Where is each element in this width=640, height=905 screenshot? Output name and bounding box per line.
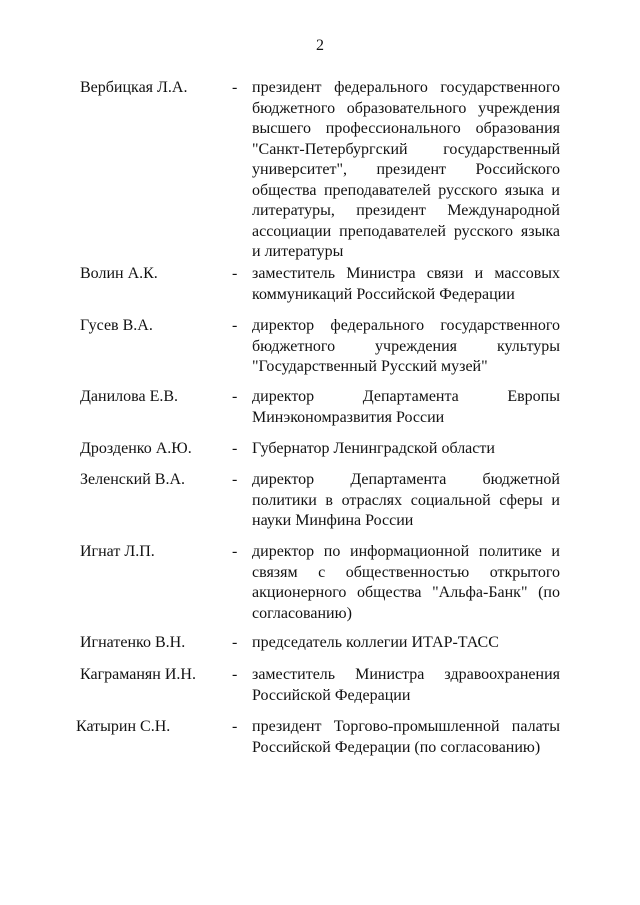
member-position: заместитель Министра связи и массовых коммуникаций Российской Федерации bbox=[252, 265, 560, 303]
member-position: директор федерального государственного бюджетного учреждения культуры "Государственный Русский музей" bbox=[252, 317, 560, 375]
member-name: Каграманян И.Н. bbox=[80, 666, 196, 683]
dash-separator: - bbox=[232, 440, 238, 457]
member-position: директор по информационной политике и связям с общественностью открытого акционерного общества "Альфа-Банк" (по согласованию) bbox=[252, 543, 560, 622]
member-name: Катырин С.Н. bbox=[76, 718, 171, 735]
member-name: Волин А.К. bbox=[80, 265, 158, 282]
dash-separator: - bbox=[232, 317, 238, 334]
dash-separator: - bbox=[232, 543, 238, 560]
dash-separator: - bbox=[232, 666, 238, 683]
dash-separator: - bbox=[232, 388, 238, 405]
dash-separator: - bbox=[232, 265, 238, 282]
member-name: Вербицкая Л.А. bbox=[80, 79, 188, 96]
member-name: Игнат Л.П. bbox=[80, 543, 155, 560]
member-name: Гусев В.А. bbox=[80, 317, 153, 334]
member-position: заместитель Министра здравоохранения Российской Федерации bbox=[252, 666, 560, 704]
member-position: директор Департамента бюджетной политики в отраслях социальной сферы и науки Минфина России bbox=[252, 471, 560, 529]
member-name: Дрозденко А.Ю. bbox=[80, 440, 192, 457]
member-position: председатель коллегии ИТАР-ТАСС bbox=[252, 634, 499, 651]
dash-separator: - bbox=[232, 79, 238, 96]
member-position: президент федерального государственного бюджетного образовательного учреждения высшего профессионального образования "Санкт-Петербургский государственный университет", президент Российского общества преподавателей русского языка и литературы, президент Международной ассоциации преподавателей русского языка и литературы bbox=[252, 79, 560, 260]
member-name: Игнатенко В.Н. bbox=[80, 634, 186, 651]
page-number: 2 bbox=[316, 37, 324, 54]
member-position: президент Торгово-промышленной палаты Российской Федерации (по согласованию) bbox=[252, 718, 560, 756]
dash-separator: - bbox=[232, 471, 238, 488]
member-name: Зеленский В.А. bbox=[80, 471, 185, 488]
member-position: Губернатор Ленинградской области bbox=[252, 440, 495, 457]
dash-separator: - bbox=[232, 634, 238, 651]
dash-separator: - bbox=[232, 718, 238, 735]
member-name: Данилова Е.В. bbox=[80, 388, 179, 405]
member-position: директор Департамента Европы Минэкономразвития России bbox=[252, 388, 560, 426]
